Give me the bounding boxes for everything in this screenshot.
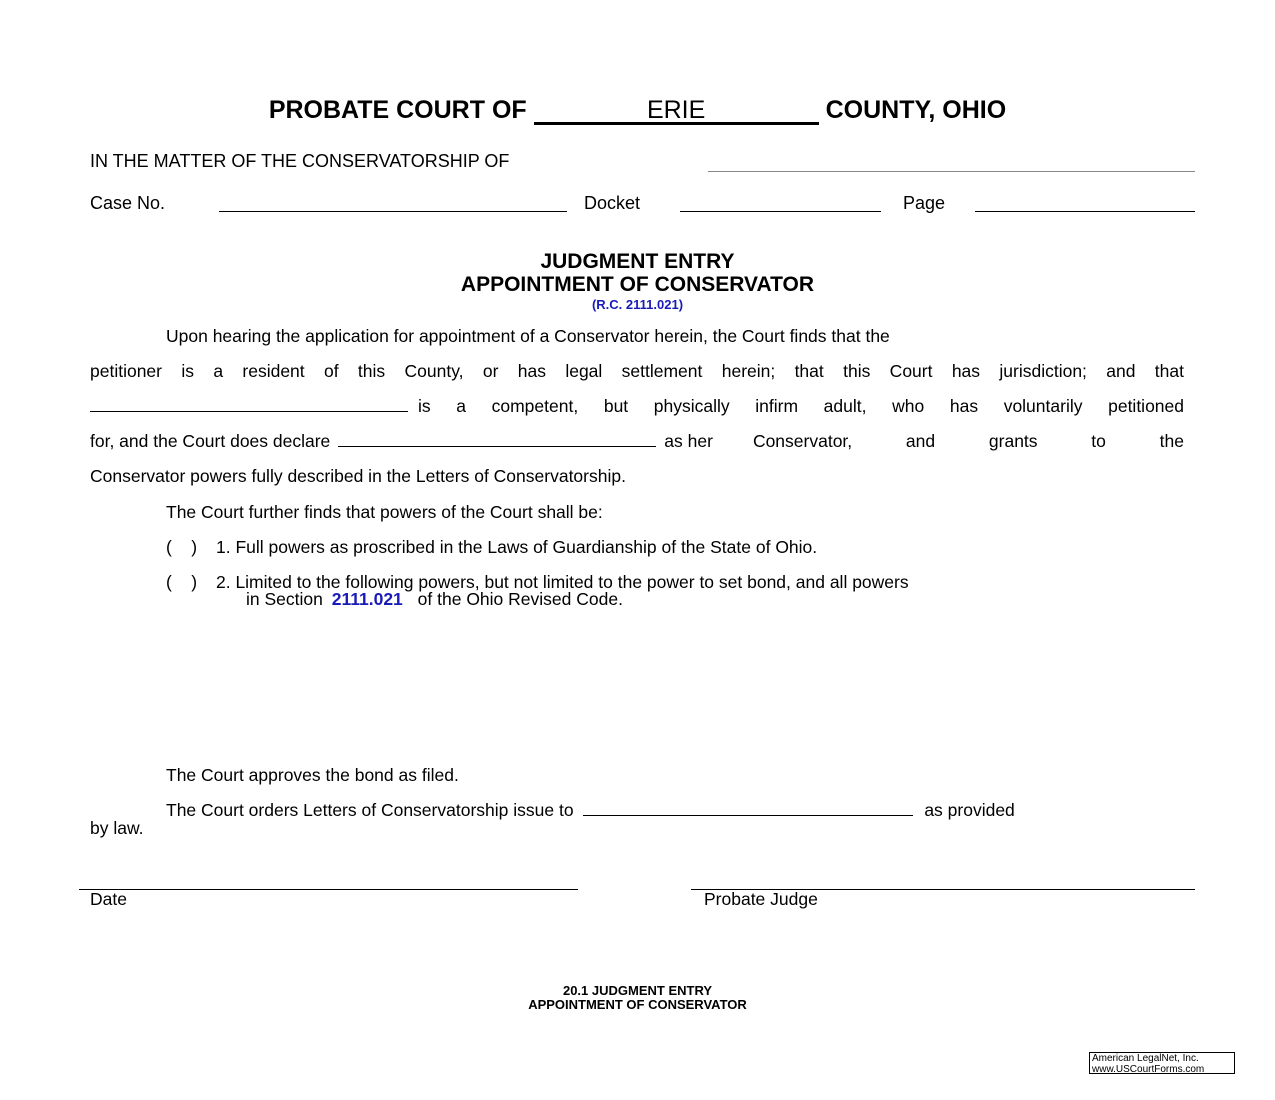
document-heading-line2: APPOINTMENT OF CONSERVATOR — [460, 273, 815, 296]
p1-text-4b: as her — [664, 431, 713, 451]
orders-line2: by law. — [90, 818, 144, 838]
county-field[interactable]: ERIE — [534, 98, 819, 125]
orders-text-b: as provided — [924, 800, 1015, 820]
option2-line2 — [246, 589, 1275, 610]
paragraph2: The Court further finds that powers of the Court shall be: — [166, 502, 603, 522]
footer-line1: 20.1 JUDGMENT ENTRY — [562, 983, 713, 998]
adult-name-field[interactable] — [90, 396, 408, 412]
document-heading-line1: JUDGMENT ENTRY — [540, 250, 735, 273]
option2-section-link[interactable]: 2111.021 — [331, 589, 403, 609]
statute-reference: (R.C. 2111.021) — [591, 297, 684, 312]
page-field[interactable] — [975, 211, 1195, 212]
court-title — [0, 96, 1275, 125]
stamp-line2[interactable]: www.USCourtForms.com — [1092, 1064, 1205, 1075]
option1-row — [166, 537, 1260, 558]
option1-checkbox[interactable]: ( ) — [166, 537, 198, 557]
page-label: Page — [903, 193, 946, 213]
paragraph1-line1 — [166, 326, 1184, 347]
letters-issue-to-field[interactable] — [583, 800, 913, 816]
paragraph1-line5: Conservator powers fully described in the Letters of Conservatorship. — [90, 466, 626, 486]
option2-section-label: in Section — [246, 589, 323, 609]
conservator-name-field[interactable] — [338, 431, 656, 447]
court-prefix: PROBATE COURT OF — [268, 96, 527, 124]
bond-statement: The Court approves the bond as filed. — [166, 765, 459, 785]
paragraph1-line4 — [90, 431, 1184, 452]
conservatorship-name-field[interactable] — [708, 171, 1195, 172]
matter-label: IN THE MATTER OF THE CONSERVATORSHIP OF — [90, 151, 510, 171]
p1-text-1: Upon hearing the application for appointment of a Conservator herein, the Court finds that the — [166, 326, 890, 346]
publisher-stamp — [1089, 1052, 1235, 1074]
docket-field[interactable] — [680, 211, 881, 212]
case-no-field[interactable] — [219, 211, 567, 212]
p1-text-3: is a competent, but physically infirm adult, who has voluntarily petitioned — [418, 396, 1184, 416]
case-no-label: Case No. — [90, 193, 166, 213]
judge-label: Probate Judge — [704, 889, 818, 909]
option2-code-text: of the Ohio Revised Code. — [417, 589, 623, 609]
paragraph1-line2: petitioner is a resident of this County, or has legal settlement herein; that this Court has jurisdiction; and that — [90, 361, 1184, 381]
option2-text: 2. Limited to the following powers, but not limited to the power to set bond, and all powers — [215, 572, 909, 592]
date-signature-line[interactable] — [79, 889, 578, 890]
option2-checkbox[interactable]: ( ) — [166, 572, 198, 592]
court-suffix: COUNTY, OHIO — [825, 96, 1007, 124]
orders-text-a: The Court orders Letters of Conservatorship issue to — [166, 800, 574, 820]
option1-text: 1. Full powers as proscribed in the Laws of Guardianship of the State of Ohio. — [215, 537, 818, 557]
p1-text-4c: Conservator, and grants to the — [752, 431, 1184, 451]
docket-label: Docket — [584, 193, 641, 213]
p1-text-4a: for, and the Court does declare — [90, 431, 331, 451]
paragraph1-line3 — [90, 396, 1184, 417]
date-label: Date — [90, 889, 127, 909]
stamp-line1: American LegalNet, Inc. — [1092, 1053, 1199, 1064]
footer-line2: APPOINTMENT OF CONSERVATOR — [528, 997, 747, 1012]
